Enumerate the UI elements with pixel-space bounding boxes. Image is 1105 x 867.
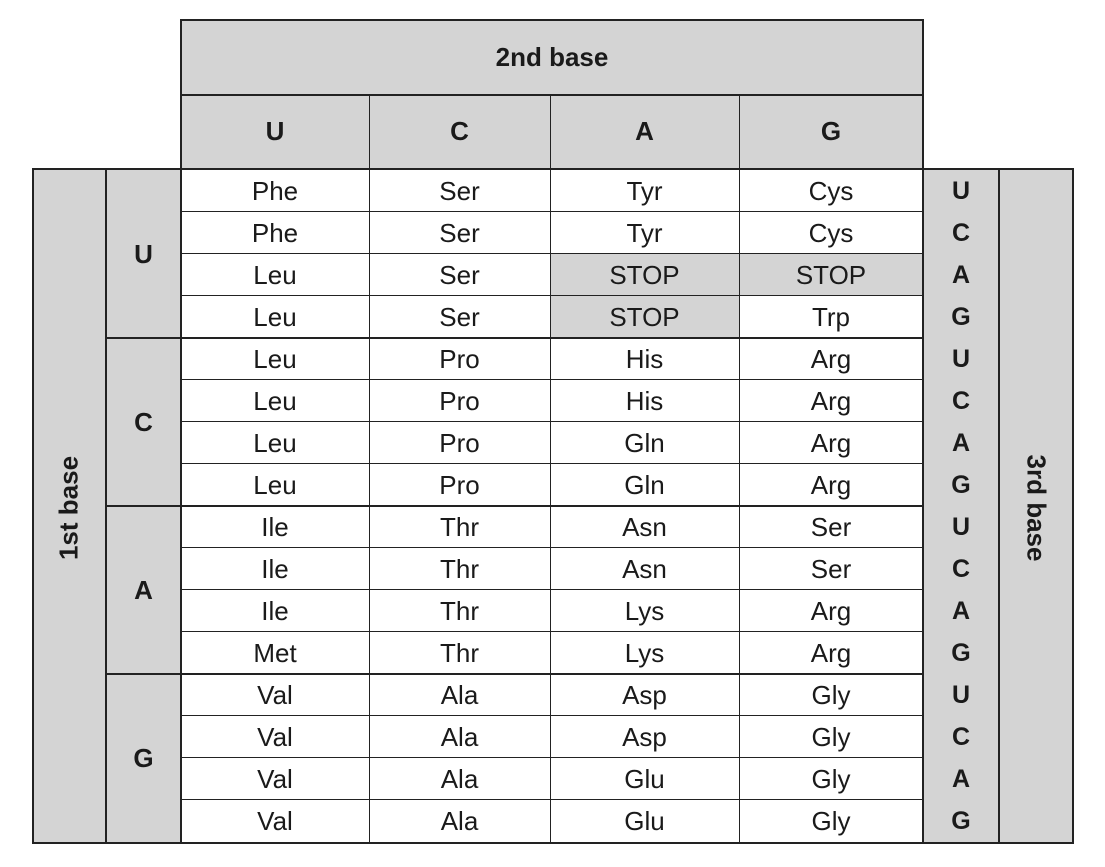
third-base-letter: C bbox=[951, 218, 971, 247]
codon-cell: Ala bbox=[440, 805, 479, 836]
codon-cell: Val bbox=[257, 721, 293, 752]
grid-line bbox=[181, 757, 923, 758]
codon-cell: Thr bbox=[440, 595, 479, 626]
grid-line bbox=[180, 19, 924, 21]
codon-cell: Arg bbox=[810, 595, 852, 626]
codon-cell: Ala bbox=[440, 763, 479, 794]
first-base-letter: U bbox=[134, 238, 153, 269]
codon-cell: Leu bbox=[253, 385, 297, 416]
codon-cell: Gln bbox=[624, 469, 665, 500]
first-base-letter: C bbox=[134, 406, 153, 437]
third-base-letter: C bbox=[951, 722, 971, 751]
codon-cell: Lys bbox=[624, 637, 665, 668]
grid-line bbox=[181, 463, 923, 464]
first-base-letter: G bbox=[133, 742, 154, 773]
codon-cell: Asn bbox=[622, 553, 667, 584]
grid-line bbox=[181, 421, 923, 422]
grid-line bbox=[181, 211, 923, 212]
third-base-letter: U bbox=[951, 176, 971, 205]
codon-cell: Trp bbox=[811, 301, 851, 332]
codon-cell: Val bbox=[257, 763, 293, 794]
codon-cell: Gly bbox=[811, 721, 851, 752]
grid-line bbox=[922, 20, 924, 843]
third-base-letter: A bbox=[951, 428, 971, 457]
codon-cell: Ser bbox=[810, 511, 852, 542]
second-base-letter: G bbox=[820, 116, 842, 146]
third-base-letter: A bbox=[951, 596, 971, 625]
first-base-title: 1st base bbox=[53, 455, 84, 561]
codon-cell: Leu bbox=[253, 301, 297, 332]
codon-cell: Arg bbox=[810, 637, 852, 668]
grid-line bbox=[181, 799, 923, 800]
codon-cell: Pro bbox=[439, 385, 480, 416]
codon-cell: Pro bbox=[439, 469, 480, 500]
grid-line bbox=[106, 337, 924, 339]
codon-cell: Arg bbox=[810, 385, 852, 416]
third-base-letter: C bbox=[951, 554, 971, 583]
codon-cell: Ile bbox=[261, 511, 289, 542]
grid-line bbox=[106, 505, 924, 507]
codon-cell: Ser bbox=[439, 301, 480, 332]
codon-cell: Asp bbox=[622, 721, 667, 752]
grid-line bbox=[998, 169, 1000, 843]
third-base-letter: U bbox=[951, 512, 971, 541]
stop-codon-cell: STOP bbox=[609, 259, 680, 290]
codon-cell: Ile bbox=[261, 595, 289, 626]
codon-cell: Leu bbox=[253, 343, 297, 374]
grid-line bbox=[739, 95, 740, 843]
second-base-letter: C bbox=[450, 116, 469, 146]
third-base-letter: U bbox=[951, 680, 971, 709]
codon-cell: Val bbox=[257, 679, 293, 710]
codon-cell: Gln bbox=[624, 427, 665, 458]
codon-cell: Cys bbox=[808, 175, 854, 206]
grid-line bbox=[181, 631, 923, 632]
first-base-letter: A bbox=[134, 574, 153, 605]
codon-cell: Asp bbox=[622, 679, 667, 710]
grid-line bbox=[181, 379, 923, 380]
grid-line bbox=[181, 589, 923, 590]
grid-line bbox=[181, 547, 923, 548]
grid-line bbox=[180, 94, 924, 96]
stop-codon-cell: STOP bbox=[795, 259, 867, 290]
codon-cell: Ser bbox=[439, 175, 480, 206]
grid-line bbox=[369, 95, 370, 843]
codon-cell: Arg bbox=[810, 343, 852, 374]
codon-cell: Arg bbox=[810, 427, 852, 458]
third-base-letter: U bbox=[951, 344, 971, 373]
codon-cell: Leu bbox=[253, 259, 297, 290]
codon-cell: Glu bbox=[624, 805, 665, 836]
codon-cell: His bbox=[625, 385, 664, 416]
codon-cell: Thr bbox=[440, 637, 479, 668]
codon-cell: Glu bbox=[624, 763, 665, 794]
third-base-title: 3rd base bbox=[1021, 454, 1052, 562]
third-base-letter: G bbox=[951, 470, 971, 499]
codon-cell: Ser bbox=[439, 259, 480, 290]
codon-cell: Phe bbox=[251, 217, 299, 248]
codon-cell: Phe bbox=[251, 175, 299, 206]
grid-line bbox=[32, 169, 34, 843]
grid-line bbox=[32, 168, 1074, 170]
second-base-title: 2nd base bbox=[495, 42, 609, 72]
codon-cell: Gly bbox=[811, 763, 851, 794]
third-base-letter: C bbox=[951, 386, 971, 415]
codon-cell: Ile bbox=[261, 553, 289, 584]
codon-cell: His bbox=[625, 343, 664, 374]
second-base-letter: A bbox=[635, 116, 654, 146]
codon-cell: Ala bbox=[440, 679, 479, 710]
grid-line bbox=[180, 20, 182, 843]
codon-cell: Val bbox=[257, 805, 293, 836]
grid-line bbox=[181, 253, 923, 254]
codon-cell: Pro bbox=[439, 343, 480, 374]
codon-cell: Met bbox=[253, 637, 297, 668]
third-base-letter: G bbox=[951, 302, 971, 331]
grid-line bbox=[181, 295, 923, 296]
codon-cell: Ser bbox=[439, 217, 480, 248]
third-base-letter: A bbox=[951, 764, 971, 793]
grid-line bbox=[32, 842, 1074, 844]
codon-cell: Thr bbox=[440, 511, 479, 542]
third-base-letter: A bbox=[951, 260, 971, 289]
grid-line bbox=[181, 715, 923, 716]
grid-line bbox=[106, 673, 924, 675]
third-base-letter: G bbox=[951, 806, 971, 835]
codon-cell: Tyr bbox=[626, 217, 663, 248]
codon-cell: Ser bbox=[810, 553, 852, 584]
grid-line bbox=[550, 95, 551, 843]
second-base-letter: U bbox=[265, 116, 285, 146]
stop-codon-cell: STOP bbox=[609, 301, 680, 332]
codon-cell: Gly bbox=[811, 679, 851, 710]
codon-cell: Asn bbox=[622, 511, 667, 542]
codon-cell: Arg bbox=[810, 469, 852, 500]
codon-cell: Pro bbox=[439, 427, 480, 458]
codon-cell: Lys bbox=[624, 595, 665, 626]
codon-cell: Leu bbox=[253, 427, 297, 458]
third-base-letter: G bbox=[951, 638, 971, 667]
codon-cell: Cys bbox=[808, 217, 854, 248]
grid-line bbox=[1072, 169, 1074, 843]
codon-cell: Tyr bbox=[626, 175, 663, 206]
codon-cell: Thr bbox=[440, 553, 479, 584]
codon-cell: Leu bbox=[253, 469, 297, 500]
codon-cell: Gly bbox=[811, 805, 851, 836]
codon-cell: Ala bbox=[440, 721, 479, 752]
